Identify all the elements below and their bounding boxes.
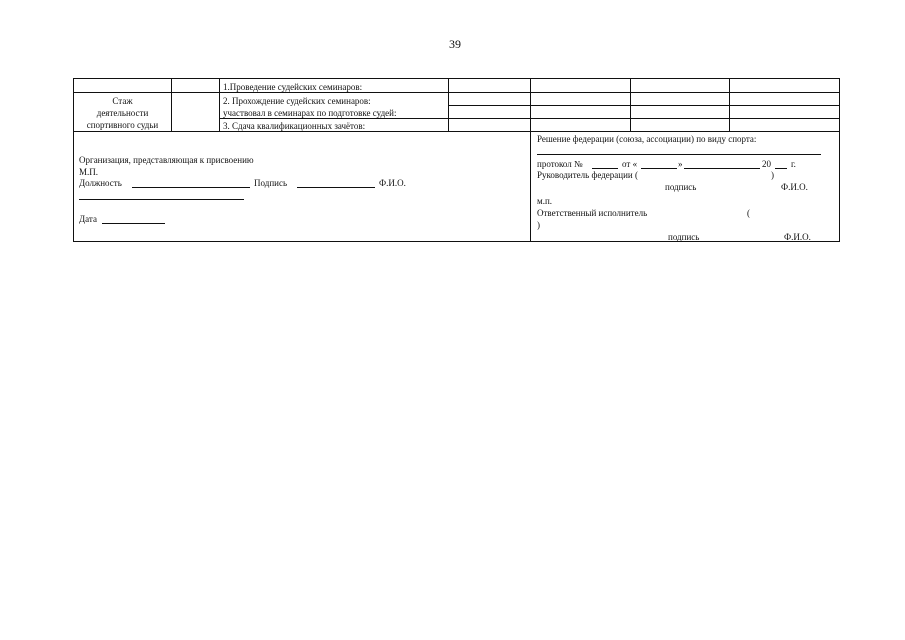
row-line-1	[73, 92, 840, 93]
row-line-3	[73, 131, 840, 132]
quote-close: »	[678, 159, 683, 169]
decision-label: Решение федерации (союза, ассоциации) по виду спорта:	[537, 134, 757, 144]
col-line-3	[448, 78, 449, 131]
protocol-label: протокол №	[537, 159, 583, 169]
mp-label: М.П.	[79, 167, 99, 177]
year-suffix: г.	[791, 159, 796, 169]
row-1-text: 1.Проведение судейских семинаров:	[223, 82, 363, 92]
executor-signature-label: подпись	[668, 232, 700, 242]
experience-label-2: деятельности	[96, 108, 149, 118]
executor-fio-label: Ф.И.О.	[784, 232, 811, 242]
experience-label-1: Стаж	[112, 96, 133, 106]
decision-field[interactable]	[537, 154, 821, 155]
page-number: 39	[449, 37, 461, 51]
row-2-text-2: участвовал в семинарах по подготовке судей:	[223, 108, 397, 118]
organization-label: Организация, представляющая к присвоению	[79, 155, 254, 165]
col-line-6	[729, 78, 730, 131]
position-label: Должность	[79, 178, 122, 188]
executor-label: Ответственный исполнитель	[537, 208, 648, 218]
signature-label-left: Подпись	[254, 178, 288, 188]
position-field[interactable]	[132, 187, 250, 188]
col-line-2	[219, 78, 220, 131]
date-label: Дата	[79, 214, 97, 224]
experience-label-3: спортивного судьи	[86, 120, 159, 130]
month-field[interactable]	[684, 168, 760, 169]
row-3-text: 3. Сдача квалификационных зачётов:	[223, 121, 366, 131]
executor-paren-open: (	[747, 208, 750, 218]
year-prefix: 20	[762, 159, 771, 169]
from-label: от «	[622, 159, 638, 169]
row-2-text-1: 2. Прохождение судейских семинаров:	[223, 96, 371, 106]
head-fio-label: Ф.И.О.	[781, 182, 808, 192]
col-line-4	[530, 78, 531, 242]
date-field[interactable]	[102, 223, 165, 224]
row-line-4	[448, 105, 840, 106]
signature-field-left[interactable]	[297, 187, 375, 188]
fio-label-left: Ф.И.О.	[379, 178, 406, 188]
executor-paren-close: )	[537, 220, 540, 230]
protocol-number-field[interactable]	[592, 168, 618, 169]
head-signature-label: подпись	[665, 182, 697, 192]
fio-field-left[interactable]	[79, 199, 244, 200]
mp-label-right: м.п.	[537, 196, 553, 206]
col-line-5	[630, 78, 631, 131]
col-line-1	[171, 78, 172, 131]
head-paren-close: )	[771, 170, 774, 180]
year-field[interactable]	[775, 168, 787, 169]
head-label: Руководитель федерации (	[537, 170, 638, 180]
day-field[interactable]	[641, 168, 677, 169]
